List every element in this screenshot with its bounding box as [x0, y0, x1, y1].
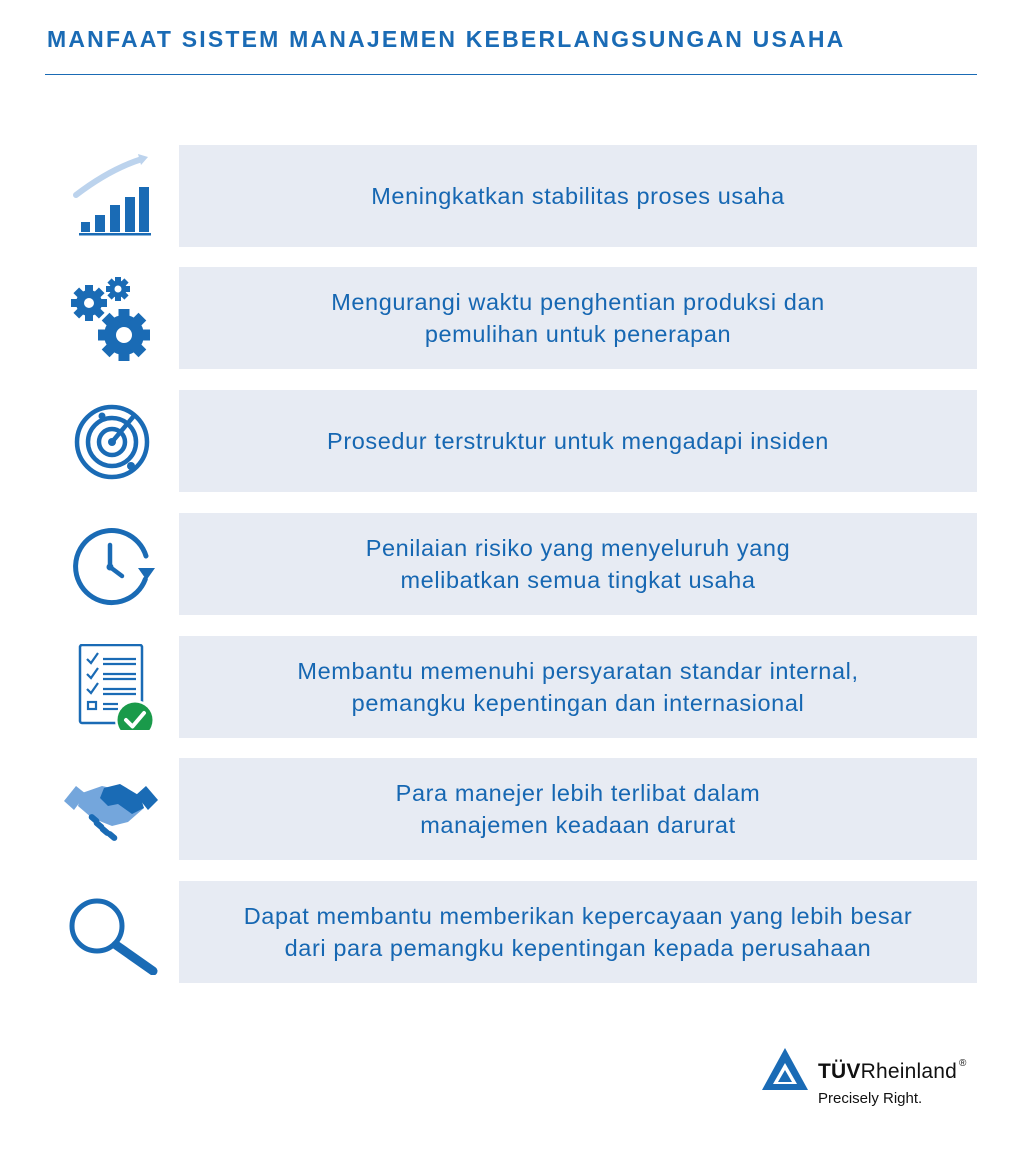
benefit-text: Prosedur terstruktur untuk mengadapi insiden — [327, 428, 829, 454]
benefit-item — [0, 267, 1024, 369]
benefit-item — [0, 881, 1024, 983]
benefit-text: Dapat membantu memberikan kepercayaan yang lebih besar dari para pemangku kepentingan kepada perusahaan — [243, 903, 913, 961]
benefit-item — [0, 145, 1024, 247]
benefit-panel — [179, 636, 977, 738]
benefit-panel — [179, 881, 977, 983]
brand-regular: Rheinland — [860, 1060, 957, 1083]
benefit-panel — [179, 267, 977, 369]
magnifier-icon — [62, 889, 162, 975]
benefit-text: Membantu memenuhi persyaratan standar internal, pemangku kepentingan dan internasional — [297, 658, 859, 716]
gears-icon — [62, 275, 162, 361]
benefit-text: Mengurangi waktu penghentian produksi dan pemulihan untuk penerapan — [331, 289, 825, 347]
brand-tagline: Precisely Right. — [818, 1090, 923, 1107]
handshake-icon — [62, 766, 162, 852]
tuv-rheinland-logo — [760, 1046, 1000, 1112]
clock-refresh-icon — [62, 521, 162, 607]
benefit-panel — [179, 390, 977, 492]
registered-mark: ® — [958, 1058, 967, 1069]
benefit-panel — [179, 145, 977, 247]
checklist-approved-icon — [62, 644, 162, 730]
tuv-triangle-icon — [760, 1046, 810, 1092]
benefit-item — [0, 758, 1024, 860]
page-title: MANFAAT SISTEM MANAJEMEN KEBERLANGSUNGAN USAHA — [47, 26, 846, 52]
radar-target-icon — [62, 398, 162, 484]
benefit-text: Para manejer lebih terlibat dalam manajemen keadaan darurat — [395, 780, 761, 838]
growth-chart-icon — [62, 153, 162, 239]
benefit-item — [0, 636, 1024, 738]
brand-name — [818, 1060, 967, 1084]
benefit-item — [0, 390, 1024, 492]
brand-bold: TÜV — [818, 1060, 861, 1083]
benefit-panel — [179, 513, 977, 615]
benefit-text: Meningkatkan stabilitas proses usaha — [371, 183, 785, 209]
title-divider — [45, 74, 977, 75]
benefit-text: Penilaian risiko yang menyeluruh yang melibatkan semua tingkat usaha — [365, 535, 791, 593]
benefit-item — [0, 513, 1024, 615]
benefit-panel — [179, 758, 977, 860]
